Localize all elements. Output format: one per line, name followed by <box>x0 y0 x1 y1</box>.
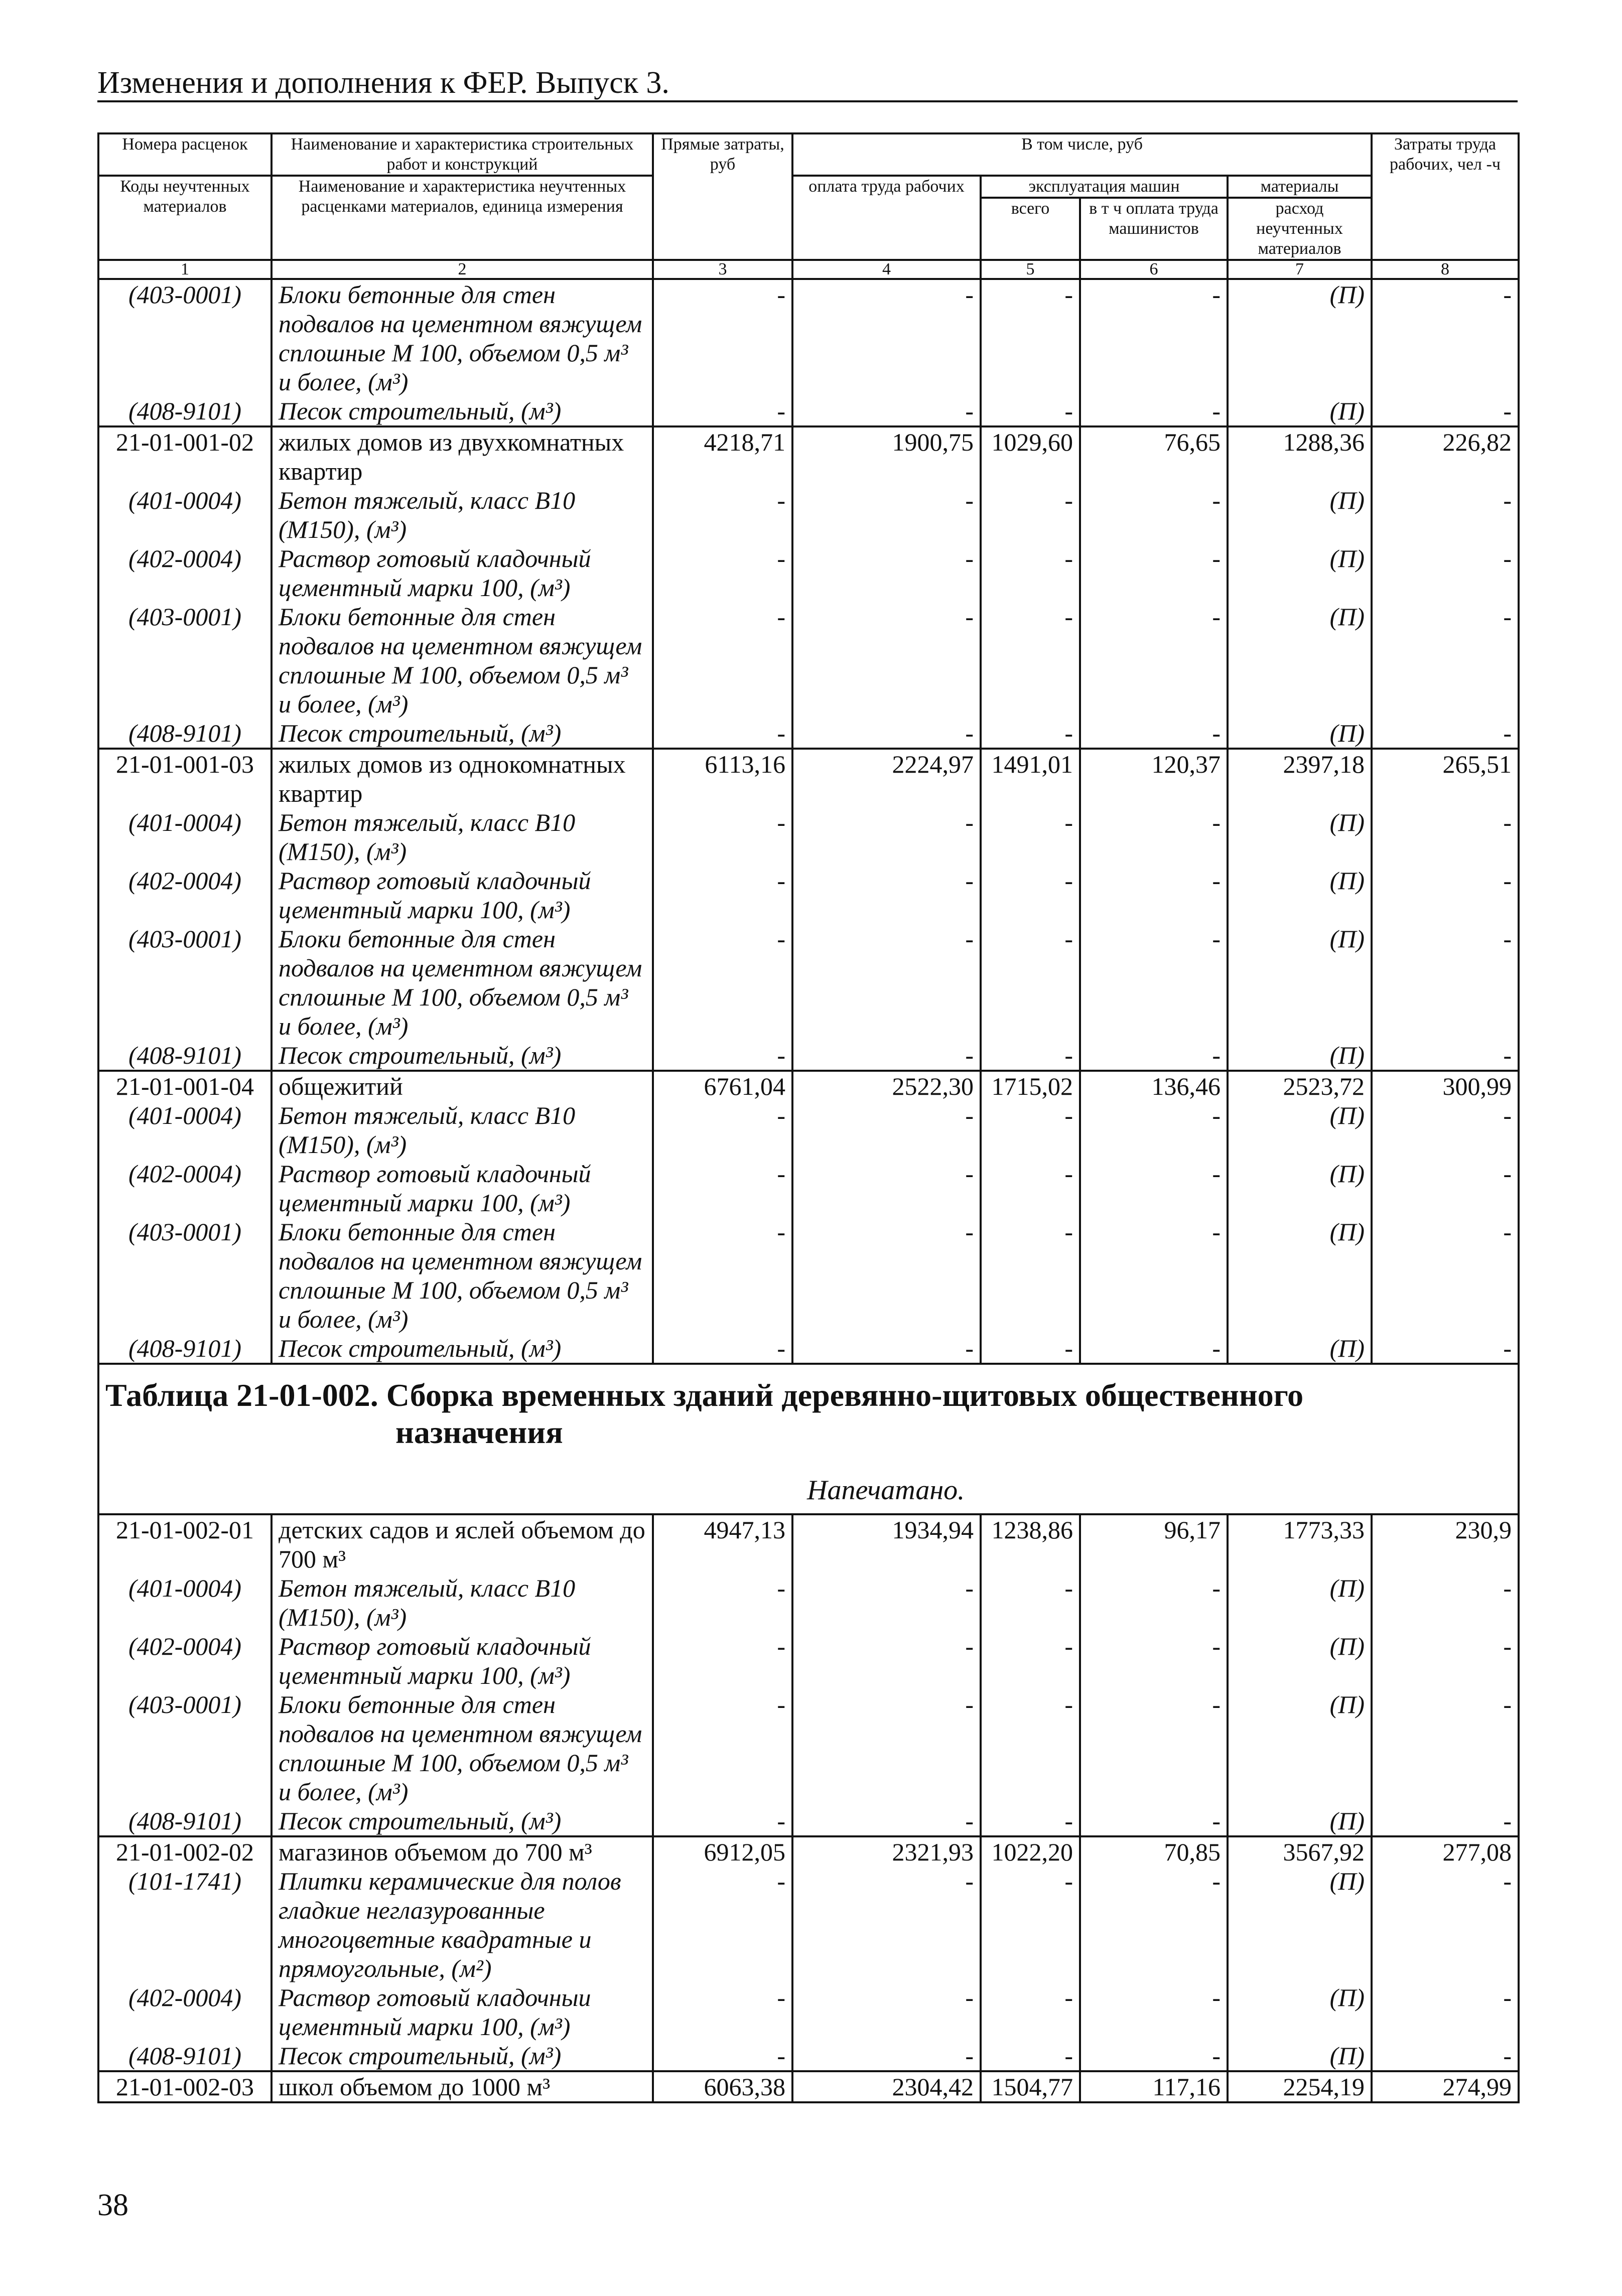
dash: - <box>1080 1217 1228 1334</box>
rate-code: 21-01-001-02 <box>98 426 272 486</box>
material-code: (402-0004) <box>98 1983 272 2041</box>
rate-row <box>98 2071 1519 2102</box>
material-row <box>98 279 1519 396</box>
material-row <box>98 1983 1519 2041</box>
dash: - <box>1372 1983 1519 2041</box>
material-row <box>98 808 1519 866</box>
dash: - <box>792 924 981 1041</box>
dash: - <box>653 544 792 602</box>
dash: - <box>1372 866 1519 924</box>
material-row <box>98 1573 1519 1632</box>
material-name: Раствор готовый кладочный цементный марки 100, (м³) <box>272 544 653 602</box>
materials-cost: 3567,92 <box>1228 1836 1372 1867</box>
dash: - <box>1080 1334 1228 1364</box>
dash: - <box>792 602 981 719</box>
material-row <box>98 1334 1519 1364</box>
material-name: Блоки бетонные для стен подвалов на цементном вяжущем сплошные М 100, объемом 0,5 м³ и более, (м³) <box>272 924 653 1041</box>
dash: - <box>792 2041 981 2071</box>
materials-cost: 1773,33 <box>1228 1514 1372 1573</box>
machines-total: 1715,02 <box>981 1071 1080 1101</box>
rate-name: детских садов и яслей объемом до 700 м³ <box>272 1514 653 1573</box>
dash: - <box>981 719 1080 749</box>
material-p-mark: (П) <box>1228 1983 1372 2041</box>
dash: - <box>1372 1334 1519 1364</box>
dash: - <box>1080 1101 1228 1159</box>
dash: - <box>1372 1217 1519 1334</box>
direct-costs: 6113,16 <box>653 749 792 808</box>
dash: - <box>1372 1806 1519 1836</box>
material-p-mark: (П) <box>1228 866 1372 924</box>
material-code: (408-9101) <box>98 2041 272 2071</box>
rate-row <box>98 1071 1519 1101</box>
material-p-mark: (П) <box>1228 1217 1372 1334</box>
dash: - <box>792 544 981 602</box>
rate-code: 21-01-002-03 <box>98 2071 272 2102</box>
material-p-mark: (П) <box>1228 2041 1372 2071</box>
material-row <box>98 1101 1519 1159</box>
dash: - <box>792 1867 981 1983</box>
material-row <box>98 866 1519 924</box>
col-number: 7 <box>1228 260 1372 279</box>
dash: - <box>792 1334 981 1364</box>
dash: - <box>792 486 981 544</box>
material-code: (401-0004) <box>98 1573 272 1632</box>
dash: - <box>653 866 792 924</box>
rate-name: жилых домов из однокомнатных квартир <box>272 749 653 808</box>
dash: - <box>792 1217 981 1334</box>
dash: - <box>1080 924 1228 1041</box>
material-code: (403-0001) <box>98 602 272 719</box>
dash: - <box>792 396 981 426</box>
dash: - <box>1372 544 1519 602</box>
material-name: Блоки бетонные для стен подвалов на цементном вяжущем сплошные М 100, объемом 0,5 м³ и более, (м³) <box>272 602 653 719</box>
dash: - <box>981 1334 1080 1364</box>
material-name: Бетон тяжелый, класс В10 (М150), (м³) <box>272 1101 653 1159</box>
operators-pay: 70,85 <box>1080 1836 1228 1867</box>
material-code: (403-0001) <box>98 1690 272 1806</box>
dash: - <box>1372 1573 1519 1632</box>
material-row <box>98 1690 1519 1806</box>
material-name: Бетон тяжелый, класс В10 (М150), (м³) <box>272 808 653 866</box>
direct-costs: 6912,05 <box>653 1836 792 1867</box>
dash: - <box>1080 1041 1228 1071</box>
dash: - <box>1080 1806 1228 1836</box>
material-name: Раствор готовый кладочныи цементный марки 100, (м³) <box>272 1983 653 2041</box>
dash: - <box>1372 279 1519 396</box>
dash: - <box>792 808 981 866</box>
dash: - <box>1080 279 1228 396</box>
dash: - <box>1080 808 1228 866</box>
material-name: Блоки бетонные для стен подвалов на цементном вяжущем сплошные М 100, объемом 0,5 м³ и более, (м³) <box>272 1217 653 1334</box>
dash: - <box>981 1806 1080 1836</box>
material-p-mark: (П) <box>1228 924 1372 1041</box>
direct-costs: 4947,13 <box>653 1514 792 1573</box>
dash: - <box>1372 1632 1519 1690</box>
dash: - <box>1372 1041 1519 1071</box>
operators-pay: 96,17 <box>1080 1514 1228 1573</box>
material-name: Блоки бетонные для стен подвалов на цементном вяжущем сплошные М 100, объемом 0,5 м³ и более, (м³) <box>272 279 653 396</box>
rate-name: школ объемом до 1000 м³ <box>272 2071 653 2102</box>
dash: - <box>653 486 792 544</box>
dash: - <box>1080 719 1228 749</box>
dash: - <box>792 1041 981 1071</box>
price-table <box>97 132 1520 2103</box>
dash: - <box>981 544 1080 602</box>
dash: - <box>981 1867 1080 1983</box>
dash: - <box>1372 602 1519 719</box>
col2-top-header: Наименование и характеристика строительных работ и конструкций <box>272 133 653 176</box>
dash: - <box>1372 808 1519 866</box>
material-name: Блоки бетонные для стен подвалов на цементном вяжущем сплошные М 100, объемом 0,5 м³ и более, (м³) <box>272 1690 653 1806</box>
material-code: (401-0004) <box>98 1101 272 1159</box>
machines-total: 1022,20 <box>981 1836 1080 1867</box>
dash: - <box>981 602 1080 719</box>
col2-bottom-header: Наименование и характеристика неучтенных расценками материалов, единица измерения <box>272 176 653 260</box>
dash: - <box>653 1806 792 1836</box>
material-p-mark: (П) <box>1228 1690 1372 1806</box>
dash: - <box>792 1573 981 1632</box>
dash: - <box>981 1983 1080 2041</box>
machines-total: 1504,77 <box>981 2071 1080 2102</box>
dash: - <box>981 1101 1080 1159</box>
dash: - <box>1372 1101 1519 1159</box>
machines-total-header: всего <box>981 198 1080 260</box>
dash: - <box>981 1690 1080 1806</box>
rate-code: 21-01-002-01 <box>98 1514 272 1573</box>
material-row <box>98 1159 1519 1217</box>
dash: - <box>1372 396 1519 426</box>
dash: - <box>1080 1690 1228 1806</box>
col-number: 2 <box>272 260 653 279</box>
dash: - <box>653 719 792 749</box>
dash: - <box>981 1159 1080 1217</box>
rate-code: 21-01-002-02 <box>98 1836 272 1867</box>
material-code: (408-9101) <box>98 1806 272 1836</box>
materials-header: материалы <box>1228 176 1372 198</box>
material-code: (403-0001) <box>98 279 272 396</box>
labor-hours: 265,51 <box>1372 749 1519 808</box>
material-name: Песок строительный, (м³) <box>272 719 653 749</box>
material-name: Раствор готовый кладочный цементный марки 100, (м³) <box>272 1632 653 1690</box>
dash: - <box>792 1806 981 1836</box>
including-header: В том числе, руб <box>792 133 1372 176</box>
material-name: Раствор готовый кладочный цементный марки 100, (м³) <box>272 1159 653 1217</box>
dash: - <box>792 1983 981 2041</box>
direct-costs-header: Прямые затраты, руб <box>653 133 792 260</box>
material-name: Бетон тяжелый, класс В10 (М150), (м³) <box>272 486 653 544</box>
dash: - <box>1080 486 1228 544</box>
dash: - <box>1080 1573 1228 1632</box>
material-row <box>98 1217 1519 1334</box>
dash: - <box>1372 486 1519 544</box>
materials-cost: 2397,18 <box>1228 749 1372 808</box>
labor-pay-header: оплата труда рабочих <box>792 176 981 260</box>
operators-pay: 76,65 <box>1080 426 1228 486</box>
direct-costs: 4218,71 <box>653 426 792 486</box>
rate-name: жилых домов из двухкомнатных квартир <box>272 426 653 486</box>
material-name: Песок строительный, (м³) <box>272 1041 653 1071</box>
material-code: (408-9101) <box>98 396 272 426</box>
dash: - <box>981 1041 1080 1071</box>
col-number: 4 <box>792 260 981 279</box>
dash: - <box>653 1217 792 1334</box>
material-code: (402-0004) <box>98 866 272 924</box>
labor-pay: 2224,97 <box>792 749 981 808</box>
material-code: (402-0004) <box>98 544 272 602</box>
material-row <box>98 602 1519 719</box>
dash: - <box>981 866 1080 924</box>
material-p-mark: (П) <box>1228 1041 1372 1071</box>
material-row <box>98 924 1519 1041</box>
labor-pay: 1934,94 <box>792 1514 981 1573</box>
material-name: Песок строительный, (м³) <box>272 396 653 426</box>
dash: - <box>653 396 792 426</box>
labor-pay: 2522,30 <box>792 1071 981 1101</box>
dash: - <box>1372 1690 1519 1806</box>
material-row <box>98 719 1519 749</box>
dash: - <box>653 1041 792 1071</box>
operators-pay: 120,37 <box>1080 749 1228 808</box>
material-p-mark: (П) <box>1228 1101 1372 1159</box>
material-p-mark: (П) <box>1228 1334 1372 1364</box>
rate-code: 21-01-001-04 <box>98 1071 272 1101</box>
labor-pay: 1900,75 <box>792 426 981 486</box>
dash: - <box>653 602 792 719</box>
operators-pay-header: в т ч оплата труда машинистов <box>1080 198 1228 260</box>
rate-name: общежитий <box>272 1071 653 1101</box>
dash: - <box>653 1632 792 1690</box>
dash: - <box>653 1983 792 2041</box>
dash: - <box>792 866 981 924</box>
dash: - <box>981 1573 1080 1632</box>
col-number: 6 <box>1080 260 1228 279</box>
direct-costs: 6063,38 <box>653 2071 792 2102</box>
labor-pay: 2304,42 <box>792 2071 981 2102</box>
material-code: (408-9101) <box>98 1041 272 1071</box>
rate-row <box>98 1836 1519 1867</box>
dash: - <box>792 1159 981 1217</box>
labor-hours: 277,08 <box>1372 1836 1519 1867</box>
dash: - <box>1080 544 1228 602</box>
dash: - <box>1080 1867 1228 1983</box>
col-number: 8 <box>1372 260 1519 279</box>
material-p-mark: (П) <box>1228 279 1372 396</box>
dash: - <box>792 719 981 749</box>
material-code: (401-0004) <box>98 808 272 866</box>
material-row <box>98 1867 1519 1983</box>
material-p-mark: (П) <box>1228 1159 1372 1217</box>
dash: - <box>1080 602 1228 719</box>
material-name: Песок строительный, (м³) <box>272 2041 653 2071</box>
header-rule <box>97 100 1518 102</box>
dash: - <box>1080 1159 1228 1217</box>
printed-status: Напечатано. <box>807 1475 965 1506</box>
machines-header: эксплуатация машин <box>981 176 1228 198</box>
material-code: (402-0004) <box>98 1159 272 1217</box>
material-p-mark: (П) <box>1228 719 1372 749</box>
material-row <box>98 1041 1519 1071</box>
operators-pay: 117,16 <box>1080 2071 1228 2102</box>
dash: - <box>653 1334 792 1364</box>
dash: - <box>653 1573 792 1632</box>
material-p-mark: (П) <box>1228 396 1372 426</box>
dash: - <box>1080 396 1228 426</box>
labor-hours: 300,99 <box>1372 1071 1519 1101</box>
dash: - <box>981 808 1080 866</box>
dash: - <box>653 1101 792 1159</box>
dash: - <box>653 2041 792 2071</box>
dash: - <box>1080 2041 1228 2071</box>
dash: - <box>792 1690 981 1806</box>
col-number: 5 <box>981 260 1080 279</box>
labor-hours: 226,82 <box>1372 426 1519 486</box>
direct-costs: 6761,04 <box>653 1071 792 1101</box>
material-code: (401-0004) <box>98 486 272 544</box>
material-name: Раствор готовый кладочный цементный марки 100, (м³) <box>272 866 653 924</box>
dash: - <box>1372 1159 1519 1217</box>
page-number: 38 <box>97 2188 128 2222</box>
material-name: Плитки керамические для полов гладкие неглазурованные многоцветные квадратные и прямоугольные, (м²) <box>272 1867 653 1983</box>
material-row <box>98 544 1519 602</box>
material-p-mark: (П) <box>1228 486 1372 544</box>
material-p-mark: (П) <box>1228 1867 1372 1983</box>
material-name: Песок строительный, (м³) <box>272 1334 653 1364</box>
page-header: Изменения и дополнения к ФЕР. Выпуск 3. <box>97 66 669 100</box>
material-code: (408-9101) <box>98 719 272 749</box>
table-title: Таблица 21-01-002. Сборка временных зданий деревянно-щитовых общественного <box>105 1377 1304 1413</box>
dash: - <box>653 279 792 396</box>
material-p-mark: (П) <box>1228 1573 1372 1632</box>
col1-top-header: Номера расценок <box>98 133 272 176</box>
col1-bottom-header: Коды неучтенных материалов <box>98 176 272 260</box>
rate-name: магазинов объемом до 700 м³ <box>272 1836 653 1867</box>
dash: - <box>653 808 792 866</box>
material-p-mark: (П) <box>1228 1806 1372 1836</box>
material-p-mark: (П) <box>1228 602 1372 719</box>
machines-total: 1238,86 <box>981 1514 1080 1573</box>
dash: - <box>1080 1983 1228 2041</box>
dash: - <box>1080 866 1228 924</box>
machines-total: 1491,01 <box>981 749 1080 808</box>
material-name: Песок строительный, (м³) <box>272 1806 653 1836</box>
dash: - <box>981 396 1080 426</box>
dash: - <box>981 2041 1080 2071</box>
labor-hours-header: Затраты труда рабочих, чел -ч <box>1372 133 1519 260</box>
dash: - <box>653 1690 792 1806</box>
material-p-mark: (П) <box>1228 544 1372 602</box>
dash: - <box>981 1217 1080 1334</box>
unaccounted-materials-header: расход неучтенных материалов <box>1228 198 1372 260</box>
material-p-mark: (П) <box>1228 808 1372 866</box>
material-code: (101-1741) <box>98 1867 272 1983</box>
rate-row <box>98 426 1519 486</box>
dash: - <box>653 1867 792 1983</box>
material-row <box>98 1806 1519 1836</box>
dash: - <box>1372 2041 1519 2071</box>
materials-cost: 2254,19 <box>1228 2071 1372 2102</box>
dash: - <box>792 1632 981 1690</box>
rate-code: 21-01-001-03 <box>98 749 272 808</box>
material-p-mark: (П) <box>1228 1632 1372 1690</box>
dash: - <box>792 279 981 396</box>
dash: - <box>981 279 1080 396</box>
dash: - <box>1080 1632 1228 1690</box>
operators-pay: 136,46 <box>1080 1071 1228 1101</box>
material-code: (402-0004) <box>98 1632 272 1690</box>
dash: - <box>981 486 1080 544</box>
labor-pay: 2321,93 <box>792 1836 981 1867</box>
material-code: (403-0001) <box>98 1217 272 1334</box>
table-title-row <box>98 1364 1519 1514</box>
table-title-continuation: назначения <box>395 1414 563 1450</box>
rate-row <box>98 749 1519 808</box>
labor-hours: 230,9 <box>1372 1514 1519 1573</box>
dash: - <box>653 924 792 1041</box>
material-row <box>98 396 1519 426</box>
materials-cost: 1288,36 <box>1228 426 1372 486</box>
material-row <box>98 1632 1519 1690</box>
dash: - <box>653 1159 792 1217</box>
material-name: Бетон тяжелый, класс В10 (М150), (м³) <box>272 1573 653 1632</box>
materials-cost: 2523,72 <box>1228 1071 1372 1101</box>
material-code: (403-0001) <box>98 924 272 1041</box>
dash: - <box>981 924 1080 1041</box>
dash: - <box>1372 719 1519 749</box>
dash: - <box>1372 924 1519 1041</box>
machines-total: 1029,60 <box>981 426 1080 486</box>
rate-row <box>98 1514 1519 1573</box>
dash: - <box>792 1101 981 1159</box>
dash: - <box>981 1632 1080 1690</box>
col-number: 1 <box>98 260 272 279</box>
col-number: 3 <box>653 260 792 279</box>
material-row <box>98 486 1519 544</box>
dash: - <box>1372 1867 1519 1983</box>
material-code: (408-9101) <box>98 1334 272 1364</box>
labor-hours: 274,99 <box>1372 2071 1519 2102</box>
material-row <box>98 2041 1519 2071</box>
